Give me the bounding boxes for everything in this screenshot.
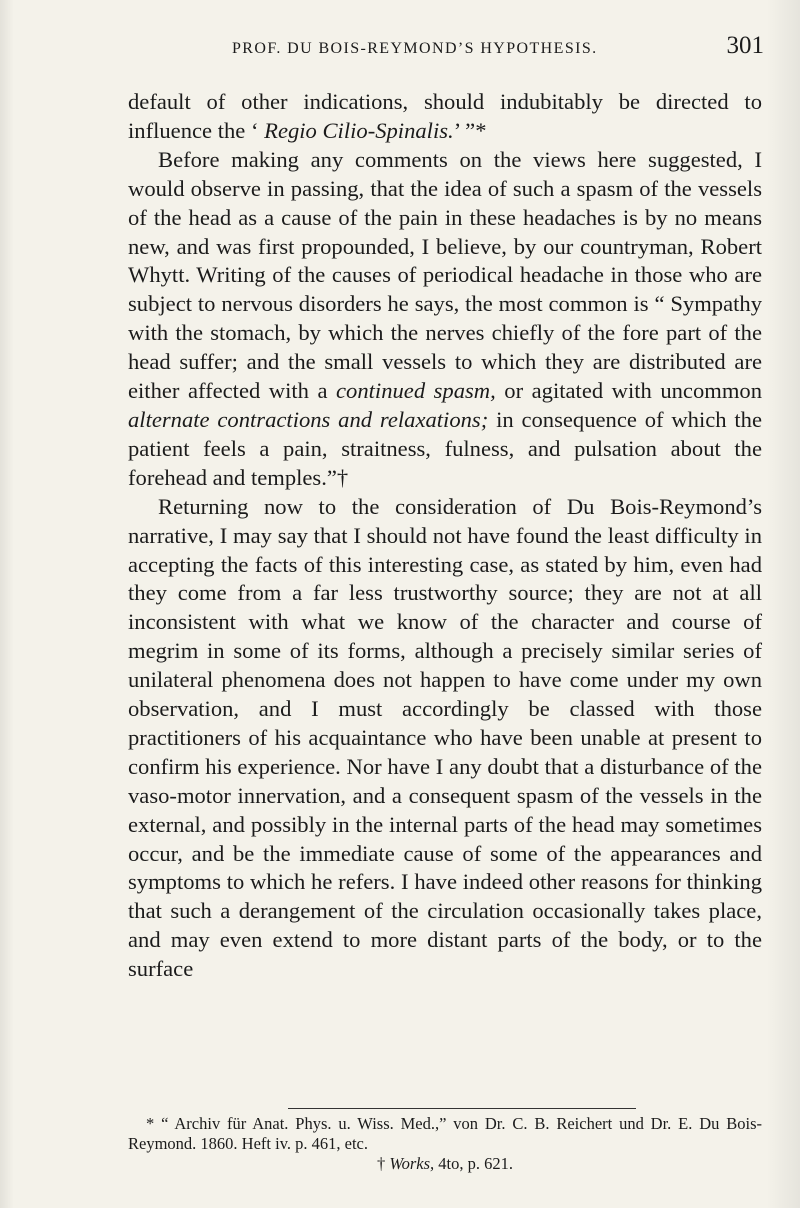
paragraph-whytt <box>128 146 762 493</box>
running-head: PROF. DU BOIS-REYMOND’S HYPOTHESIS. <box>232 40 598 57</box>
italic-text: continued spasm, <box>336 378 496 404</box>
text-run: * “ Archiv für Anat. Phys. u. Wiss. Med.,” von Dr. C. B. Reichert und Dr. E. Du Bois-Reymond. 1860. Heft iv. p. 461, etc. <box>128 1114 762 1153</box>
text-run: in consequence of which the patient feels a pain, straitness, fulness, and pulsation about the forehead and temples.”† <box>128 406 763 490</box>
footnote-archiv <box>128 1114 762 1154</box>
page-gutter-shadow <box>0 0 14 1208</box>
footnote-rule <box>288 1108 636 1109</box>
text-run: ’ ”* <box>453 117 487 143</box>
text-run: Before making any comments on the views here suggested, I would observe in passing, that the idea of such a spasm of the vessels of the head as a cause of the pain in these headaches is by no means new, and was first propounded, I believe, by our countryman, Robert Whytt. Writing of the causes of periodical headache in those who are subject to nervous disorders he says, the most common is “ Sympathy with the stomach, by which the nerves chiefly of the fore part of the head suffer; and the small vessels to which they are distributed are either affected with a <box>128 146 762 404</box>
footnote-works <box>128 1154 762 1174</box>
paragraph-narrative <box>128 493 762 984</box>
text-run: default of other indications, should indubitably be directed to influence the ‘ <box>128 89 762 143</box>
page-edge-shadow <box>766 0 800 1208</box>
text-run: † <box>377 1154 390 1173</box>
page-number: 301 <box>726 32 764 59</box>
paragraph-continued <box>128 88 762 146</box>
body-text <box>128 88 762 984</box>
page-header <box>232 32 764 62</box>
text-run: Returning now to the consideration of Du Bois-Reymond’s narrative, I may say that I should not have found the least difficulty in accepting the facts of this interesting case, as stated by him, even had they come from a far less trustworthy source; they are not at all inconsistent with what we know of the character and course of megrim in some of its forms, although a precisely similar series of unilateral phenomena does not happen to have come under my own observation, and I must accordingly be classed with those practitioners of his acquaintance who have been unable at present to confirm his experience. Nor have I any doubt that a disturbance of the vaso-motor innervation, and a consequent spasm of the vessels in the external, and possibly in the internal parts of the head may sometimes occur, and be the immediate cause of some of the appearances and symptoms to which he refers. I have indeed other reasons for thinking that such a derangement of the circulation occasionally takes place, and may even extend to more distant parts of the body, or to the surface <box>128 493 762 982</box>
italic-text: Regio Cilio-Spinalis. <box>264 117 454 143</box>
text-run: 4to, p. 621. <box>434 1154 513 1173</box>
italic-text: alternate contractions and relaxations; <box>128 406 489 432</box>
text-run: or agitated with uncommon <box>495 378 762 404</box>
italic-text: Works, <box>389 1154 435 1173</box>
footnotes <box>128 1114 762 1174</box>
